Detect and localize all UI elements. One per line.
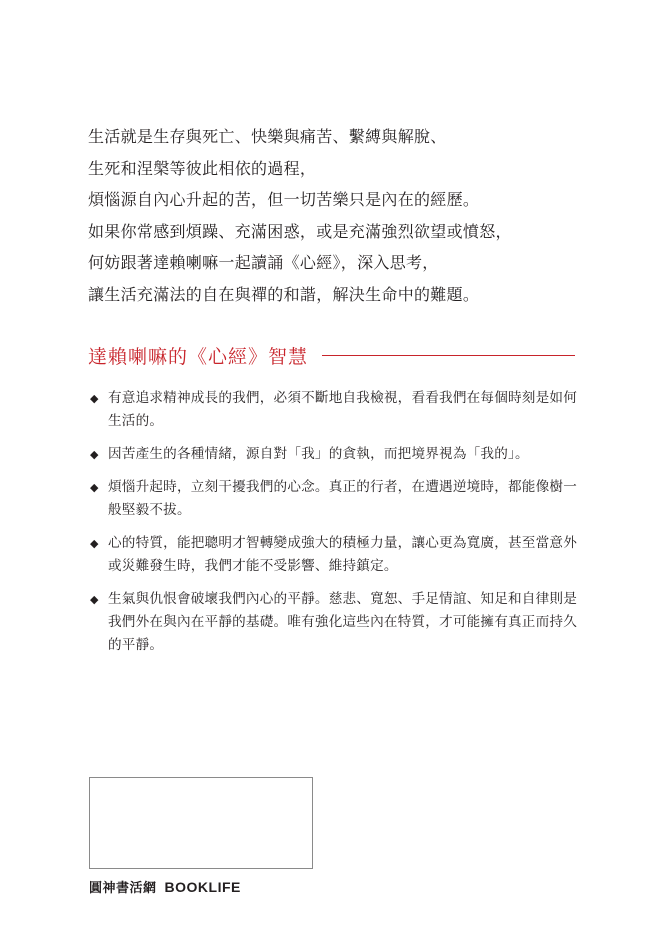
publisher-logo bbox=[89, 877, 241, 896]
diamond-bullet-icon: ◆ bbox=[90, 593, 99, 606]
publisher-name-en: BOOKLIFE bbox=[164, 878, 241, 895]
intro-line: 何妨跟著達賴喇嘛一起讀誦《心經》，深入思考， bbox=[88, 253, 439, 272]
list-item bbox=[90, 443, 582, 466]
list-item-text: 心的特質，能把聰明才智轉變成強大的積極力量，讓心更為寬廣，甚至當意外或災難發生時，我們才能不受影響、維持鎮定。 bbox=[108, 535, 577, 574]
diamond-bullet-icon: ◆ bbox=[90, 448, 99, 461]
publisher-name-cn: 圓神書活網 bbox=[89, 881, 157, 896]
barcode-box bbox=[89, 777, 313, 869]
list-item bbox=[90, 532, 582, 578]
list-item bbox=[90, 476, 582, 522]
section-title: 達賴喇嘛的《心經》智慧 bbox=[88, 345, 309, 368]
list-item-text: 有意追求精神成長的我們，必須不斷地自我檢視，看看我們在每個時刻是如何生活的。 bbox=[108, 390, 577, 429]
intro-line: 如果你常感到煩躁、充滿困惑，或是充滿強烈欲望或憤怒， bbox=[88, 221, 512, 241]
section-heading bbox=[88, 340, 575, 370]
diamond-bullet-icon: ◆ bbox=[90, 537, 99, 550]
intro-line: 煩惱源自內心升起的苦，但一切苦樂只是內在的經歷。 bbox=[88, 190, 480, 209]
list-item-text: 因苦產生的各種情緒，源自對「我」的貪執，而把境界視為「我的」。 bbox=[108, 446, 529, 462]
section-divider bbox=[322, 355, 575, 356]
intro-paragraph bbox=[88, 121, 588, 310]
list-item bbox=[90, 387, 582, 433]
list-item bbox=[90, 588, 582, 657]
intro-line: 生死和涅槃等彼此相依的過程， bbox=[88, 158, 317, 178]
wisdom-list bbox=[90, 387, 582, 667]
list-item-text: 煩惱升起時，立刻干擾我們的心念。真正的行者，在遭遇逆境時，都能像樹一般堅毅不拔。 bbox=[108, 479, 577, 518]
intro-line: 生活就是生存與死亡、快樂與痛苦、繫縛與解脫、 bbox=[88, 127, 447, 146]
diamond-bullet-icon: ◆ bbox=[90, 392, 99, 405]
diamond-bullet-icon: ◆ bbox=[90, 481, 99, 494]
list-item-text: 生氣與仇恨會破壞我們內心的平靜。慈悲、寬恕、手足情誼、知足和自律則是我們外在與內在平靜的基礎。唯有強化這些內在特質，才可能擁有真正而持久的平靜。 bbox=[108, 591, 577, 653]
intro-line: 讓生活充滿法的自在與禪的和諧，解決生命中的難題。 bbox=[88, 284, 480, 304]
